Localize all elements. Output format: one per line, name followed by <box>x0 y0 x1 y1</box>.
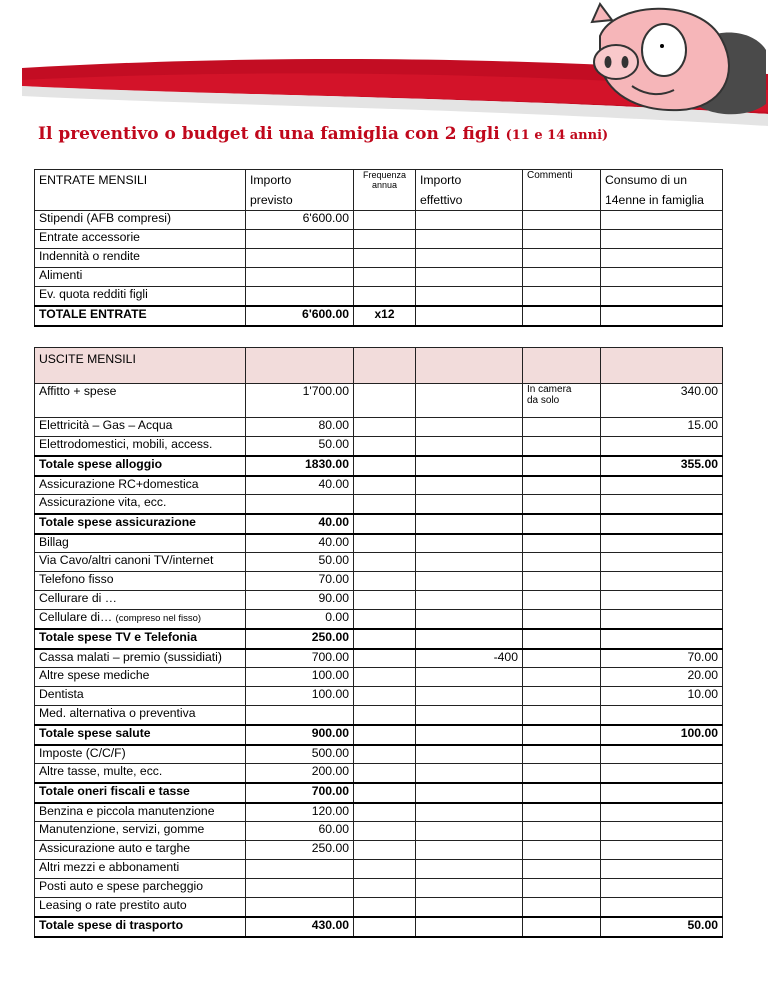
row-actual <box>416 783 523 803</box>
subtotal-row <box>35 456 723 476</box>
section-spacer <box>35 326 723 348</box>
section-cell <box>246 348 354 384</box>
header-banner <box>0 0 768 130</box>
row-teen <box>601 745 723 764</box>
row-comment <box>523 629 601 649</box>
row-label-text: Totale spese di trasporto <box>39 917 184 932</box>
row-actual <box>416 687 523 706</box>
row-planned: 40.00 <box>246 476 354 495</box>
row-label <box>35 725 246 745</box>
row-teen <box>601 610 723 629</box>
table-row <box>35 384 723 418</box>
section-cell <box>601 348 723 384</box>
row-label <box>35 418 246 437</box>
row-label <box>35 841 246 860</box>
row-planned: 0.00 <box>246 610 354 629</box>
row-label <box>35 706 246 725</box>
row-actual <box>416 803 523 822</box>
row-comment <box>523 822 601 841</box>
row-comment <box>523 898 601 917</box>
row-comment <box>523 725 601 745</box>
row-label-text: Altre tasse, multe, ecc. <box>39 764 163 778</box>
row-comment <box>523 803 601 822</box>
header-commenti: Commenti <box>523 170 601 211</box>
row-label-text: Assicurazione auto e targhe <box>39 841 191 855</box>
row-teen <box>601 534 723 553</box>
row-label-text: Altri mezzi e abbonamenti <box>39 860 180 874</box>
row-label-text: Altre spese mediche <box>39 668 150 682</box>
section-cell <box>523 348 601 384</box>
table-row <box>35 249 723 268</box>
row-comment <box>523 610 601 629</box>
row-planned: 430.00 <box>246 917 354 937</box>
row-planned: 60.00 <box>246 822 354 841</box>
row-label <box>35 610 246 629</box>
row-label <box>35 668 246 687</box>
row-actual <box>416 456 523 476</box>
row-frequency <box>354 629 416 649</box>
table-row <box>35 841 723 860</box>
table-row <box>35 745 723 764</box>
row-comment <box>523 249 601 268</box>
row-frequency <box>354 879 416 898</box>
row-planned <box>246 860 354 879</box>
table-row <box>35 687 723 706</box>
row-frequency <box>354 572 416 591</box>
row-teen: 10.00 <box>601 687 723 706</box>
row-teen <box>601 803 723 822</box>
table-row <box>35 476 723 495</box>
row-actual <box>416 860 523 879</box>
row-label-text: Med. alternativa o preventiva <box>39 706 196 720</box>
table-row <box>35 610 723 629</box>
table-row <box>35 803 723 822</box>
section-cell <box>416 348 523 384</box>
row-comment <box>523 287 601 306</box>
row-label <box>35 572 246 591</box>
row-frequency <box>354 437 416 456</box>
row-comment <box>523 495 601 514</box>
row-comment <box>523 764 601 783</box>
row-actual <box>416 437 523 456</box>
header-row <box>35 170 723 211</box>
row-actual <box>416 764 523 783</box>
row-frequency <box>354 917 416 937</box>
row-label-text: Totale spese TV e Telefonia <box>39 629 198 644</box>
header-consumo: Consumo di un 14enne in famiglia <box>601 170 723 211</box>
row-label-text: Leasing o rate prestito auto <box>39 898 187 912</box>
row-comment <box>523 860 601 879</box>
row-teen <box>601 437 723 456</box>
row-comment <box>523 437 601 456</box>
row-comment <box>523 534 601 553</box>
row-label <box>35 783 246 803</box>
row-label <box>35 514 246 534</box>
table-row <box>35 668 723 687</box>
title-main: Il preventivo o budget di una famiglia con 2 figli <box>38 124 500 144</box>
row-frequency <box>354 268 416 287</box>
row-label <box>35 476 246 495</box>
row-planned: 90.00 <box>246 591 354 610</box>
row-actual <box>416 249 523 268</box>
total-comment <box>523 306 601 326</box>
row-actual <box>416 287 523 306</box>
row-planned <box>246 706 354 725</box>
row-planned: 700.00 <box>246 649 354 668</box>
row-comment <box>523 572 601 591</box>
row-teen <box>601 287 723 306</box>
row-planned <box>246 495 354 514</box>
row-comment <box>523 917 601 937</box>
row-teen: 15.00 <box>601 418 723 437</box>
table-row <box>35 591 723 610</box>
row-frequency <box>354 495 416 514</box>
row-frequency <box>354 841 416 860</box>
row-comment <box>523 230 601 249</box>
row-comment <box>523 211 601 230</box>
row-actual <box>416 917 523 937</box>
row-teen: 50.00 <box>601 917 723 937</box>
row-label-text: Elettrodomestici, mobili, access. <box>39 437 213 451</box>
row-label-text: Assicurazione vita, ecc. <box>39 495 167 509</box>
row-actual <box>416 610 523 629</box>
row-comment <box>523 687 601 706</box>
row-label-text: Imposte (C/C/F) <box>39 745 126 760</box>
table-row <box>35 553 723 572</box>
row-planned: 700.00 <box>246 783 354 803</box>
section-label: USCITE MENSILI <box>35 348 246 384</box>
row-teen <box>601 553 723 572</box>
row-label <box>35 437 246 456</box>
row-frequency <box>354 898 416 917</box>
row-planned: 80.00 <box>246 418 354 437</box>
total-teen <box>601 306 723 326</box>
row-label-text: Totale spese alloggio <box>39 456 163 471</box>
row-label-text: Dentista <box>39 687 84 701</box>
row-label <box>35 745 246 764</box>
row-actual <box>416 706 523 725</box>
row-actual <box>416 668 523 687</box>
row-actual <box>416 230 523 249</box>
row-frequency <box>354 822 416 841</box>
row-label-text: Totale oneri fiscali e tasse <box>39 783 190 798</box>
row-label: Stipendi (AFB compresi) <box>35 211 246 230</box>
row-label-text: Billag <box>39 534 69 549</box>
table-row <box>35 649 723 668</box>
row-comment <box>523 268 601 287</box>
table-row <box>35 418 723 437</box>
row-label-text: Elettricità – Gas – Acqua <box>39 418 173 432</box>
row-actual <box>416 879 523 898</box>
table-row <box>35 572 723 591</box>
row-label: Indennità o rendite <box>35 249 246 268</box>
row-comment <box>523 668 601 687</box>
row-actual <box>416 418 523 437</box>
row-planned: 40.00 <box>246 514 354 534</box>
row-actual <box>416 725 523 745</box>
row-teen: 20.00 <box>601 668 723 687</box>
row-label-text: Manutenzione, servizi, gomme <box>39 822 205 836</box>
row-planned: 6'600.00 <box>246 211 354 230</box>
row-label <box>35 456 246 476</box>
title-subtitle: (11 e 14 anni) <box>505 128 609 143</box>
row-planned: 120.00 <box>246 803 354 822</box>
row-teen <box>601 249 723 268</box>
row-comment <box>523 591 601 610</box>
row-comment: In camera da solo <box>523 384 601 418</box>
row-label-text: Assicurazione RC+domestica <box>39 476 199 491</box>
row-comment <box>523 706 601 725</box>
row-label <box>35 384 246 418</box>
table-row <box>35 822 723 841</box>
row-planned: 200.00 <box>246 764 354 783</box>
row-label-text: Cellurare di … <box>39 591 117 605</box>
page-title <box>38 124 608 144</box>
row-planned: 50.00 <box>246 437 354 456</box>
row-teen <box>601 211 723 230</box>
row-frequency <box>354 803 416 822</box>
row-actual <box>416 841 523 860</box>
row-frequency <box>354 649 416 668</box>
row-label-text: Cassa malati – premio (sussidiati) <box>39 649 222 664</box>
row-actual <box>416 898 523 917</box>
row-comment <box>523 418 601 437</box>
row-comment <box>523 649 601 668</box>
row-actual <box>416 822 523 841</box>
table-row <box>35 268 723 287</box>
row-teen <box>601 879 723 898</box>
row-frequency <box>354 687 416 706</box>
budget-table <box>34 169 723 938</box>
row-comment <box>523 783 601 803</box>
row-planned: 50.00 <box>246 553 354 572</box>
row-actual <box>416 476 523 495</box>
table-row <box>35 211 723 230</box>
row-actual <box>416 572 523 591</box>
row-teen <box>601 268 723 287</box>
table-row <box>35 534 723 553</box>
row-actual <box>416 553 523 572</box>
row-label <box>35 495 246 514</box>
row-label: Entrate accessorie <box>35 230 246 249</box>
total-actual <box>416 306 523 326</box>
row-frequency <box>354 764 416 783</box>
subtotal-row <box>35 514 723 534</box>
total-frequency: x12 <box>354 306 416 326</box>
subtotal-row <box>35 917 723 937</box>
row-comment <box>523 879 601 898</box>
row-label <box>35 591 246 610</box>
row-teen <box>601 860 723 879</box>
table-row <box>35 706 723 725</box>
row-planned: 70.00 <box>246 572 354 591</box>
row-comment <box>523 514 601 534</box>
row-comment <box>523 841 601 860</box>
row-teen <box>601 841 723 860</box>
row-frequency <box>354 249 416 268</box>
total-label: TOTALE ENTRATE <box>35 306 246 326</box>
row-label-text: Benzina e piccola manutenzione <box>39 803 215 818</box>
row-actual <box>416 495 523 514</box>
row-teen <box>601 591 723 610</box>
row-label <box>35 687 246 706</box>
row-label: Ev. quota redditi figli <box>35 287 246 306</box>
row-label-text: Via Cavo/altri canoni TV/internet <box>39 553 214 567</box>
row-label <box>35 553 246 572</box>
row-planned <box>246 268 354 287</box>
row-frequency <box>354 287 416 306</box>
row-planned: 900.00 <box>246 725 354 745</box>
row-teen <box>601 572 723 591</box>
row-label <box>35 629 246 649</box>
row-teen <box>601 629 723 649</box>
row-planned: 100.00 <box>246 668 354 687</box>
row-actual <box>416 384 523 418</box>
row-label-text: Posti auto e spese parcheggio <box>39 879 203 893</box>
row-label-note: (compreso nel fisso) <box>115 613 202 624</box>
row-comment <box>523 476 601 495</box>
row-teen <box>601 230 723 249</box>
row-teen: 100.00 <box>601 725 723 745</box>
row-frequency <box>354 211 416 230</box>
row-teen <box>601 764 723 783</box>
row-label-text: Cellulare di… <box>39 610 113 624</box>
header-importo-previsto: Importo previsto <box>246 170 354 211</box>
table-row <box>35 287 723 306</box>
row-comment <box>523 456 601 476</box>
total-planned: 6'600.00 <box>246 306 354 326</box>
row-frequency <box>354 783 416 803</box>
row-frequency <box>354 384 416 418</box>
table-row <box>35 230 723 249</box>
row-actual <box>416 534 523 553</box>
row-comment <box>523 745 601 764</box>
row-label <box>35 860 246 879</box>
row-frequency <box>354 553 416 572</box>
row-teen <box>601 476 723 495</box>
row-actual <box>416 211 523 230</box>
row-frequency <box>354 534 416 553</box>
row-planned <box>246 879 354 898</box>
table-row <box>35 879 723 898</box>
table-row <box>35 764 723 783</box>
row-planned: 1'700.00 <box>246 384 354 418</box>
row-frequency <box>354 860 416 879</box>
row-planned: 250.00 <box>246 629 354 649</box>
row-frequency <box>354 456 416 476</box>
header-category: ENTRATE MENSILI <box>35 170 246 211</box>
row-teen <box>601 822 723 841</box>
row-planned: 250.00 <box>246 841 354 860</box>
row-teen: 70.00 <box>601 649 723 668</box>
row-label: Alimenti <box>35 268 246 287</box>
row-actual <box>416 514 523 534</box>
row-label <box>35 534 246 553</box>
row-label <box>35 803 246 822</box>
row-label-text: Affitto + spese <box>39 384 117 398</box>
header-frequenza: Frequenza annua <box>354 170 416 211</box>
row-teen <box>601 495 723 514</box>
header-importo-effettivo: Importo effettivo <box>416 170 523 211</box>
row-frequency <box>354 591 416 610</box>
row-planned <box>246 898 354 917</box>
row-teen: 355.00 <box>601 456 723 476</box>
row-planned: 100.00 <box>246 687 354 706</box>
row-label <box>35 649 246 668</box>
subtotal-row <box>35 725 723 745</box>
row-planned: 1830.00 <box>246 456 354 476</box>
row-frequency <box>354 610 416 629</box>
table-row <box>35 495 723 514</box>
row-actual <box>416 591 523 610</box>
row-label-text: Telefono fisso <box>39 572 114 586</box>
table-row <box>35 860 723 879</box>
row-teen: 340.00 <box>601 384 723 418</box>
row-teen <box>601 706 723 725</box>
row-teen <box>601 514 723 534</box>
row-actual: -400 <box>416 649 523 668</box>
income-total-row <box>35 306 723 326</box>
spacer-cell <box>35 326 723 348</box>
table-row <box>35 437 723 456</box>
row-planned: 40.00 <box>246 534 354 553</box>
row-frequency <box>354 230 416 249</box>
row-frequency <box>354 725 416 745</box>
section-cell <box>354 348 416 384</box>
row-frequency <box>354 418 416 437</box>
table-row <box>35 898 723 917</box>
row-label <box>35 917 246 937</box>
row-planned <box>246 249 354 268</box>
row-label <box>35 764 246 783</box>
row-planned <box>246 230 354 249</box>
row-planned: 500.00 <box>246 745 354 764</box>
row-frequency <box>354 745 416 764</box>
subtotal-row <box>35 629 723 649</box>
row-planned <box>246 287 354 306</box>
row-label <box>35 898 246 917</box>
row-frequency <box>354 706 416 725</box>
row-label-text: Totale spese assicurazione <box>39 514 196 529</box>
row-actual <box>416 745 523 764</box>
subtotal-row <box>35 783 723 803</box>
row-frequency <box>354 668 416 687</box>
expenses-section-row <box>35 348 723 384</box>
row-label <box>35 879 246 898</box>
row-frequency <box>354 514 416 534</box>
row-actual <box>416 268 523 287</box>
row-actual <box>416 629 523 649</box>
row-frequency <box>354 476 416 495</box>
row-label <box>35 822 246 841</box>
row-comment <box>523 553 601 572</box>
row-teen <box>601 898 723 917</box>
row-teen <box>601 783 723 803</box>
row-label-text: Totale spese salute <box>39 725 151 740</box>
